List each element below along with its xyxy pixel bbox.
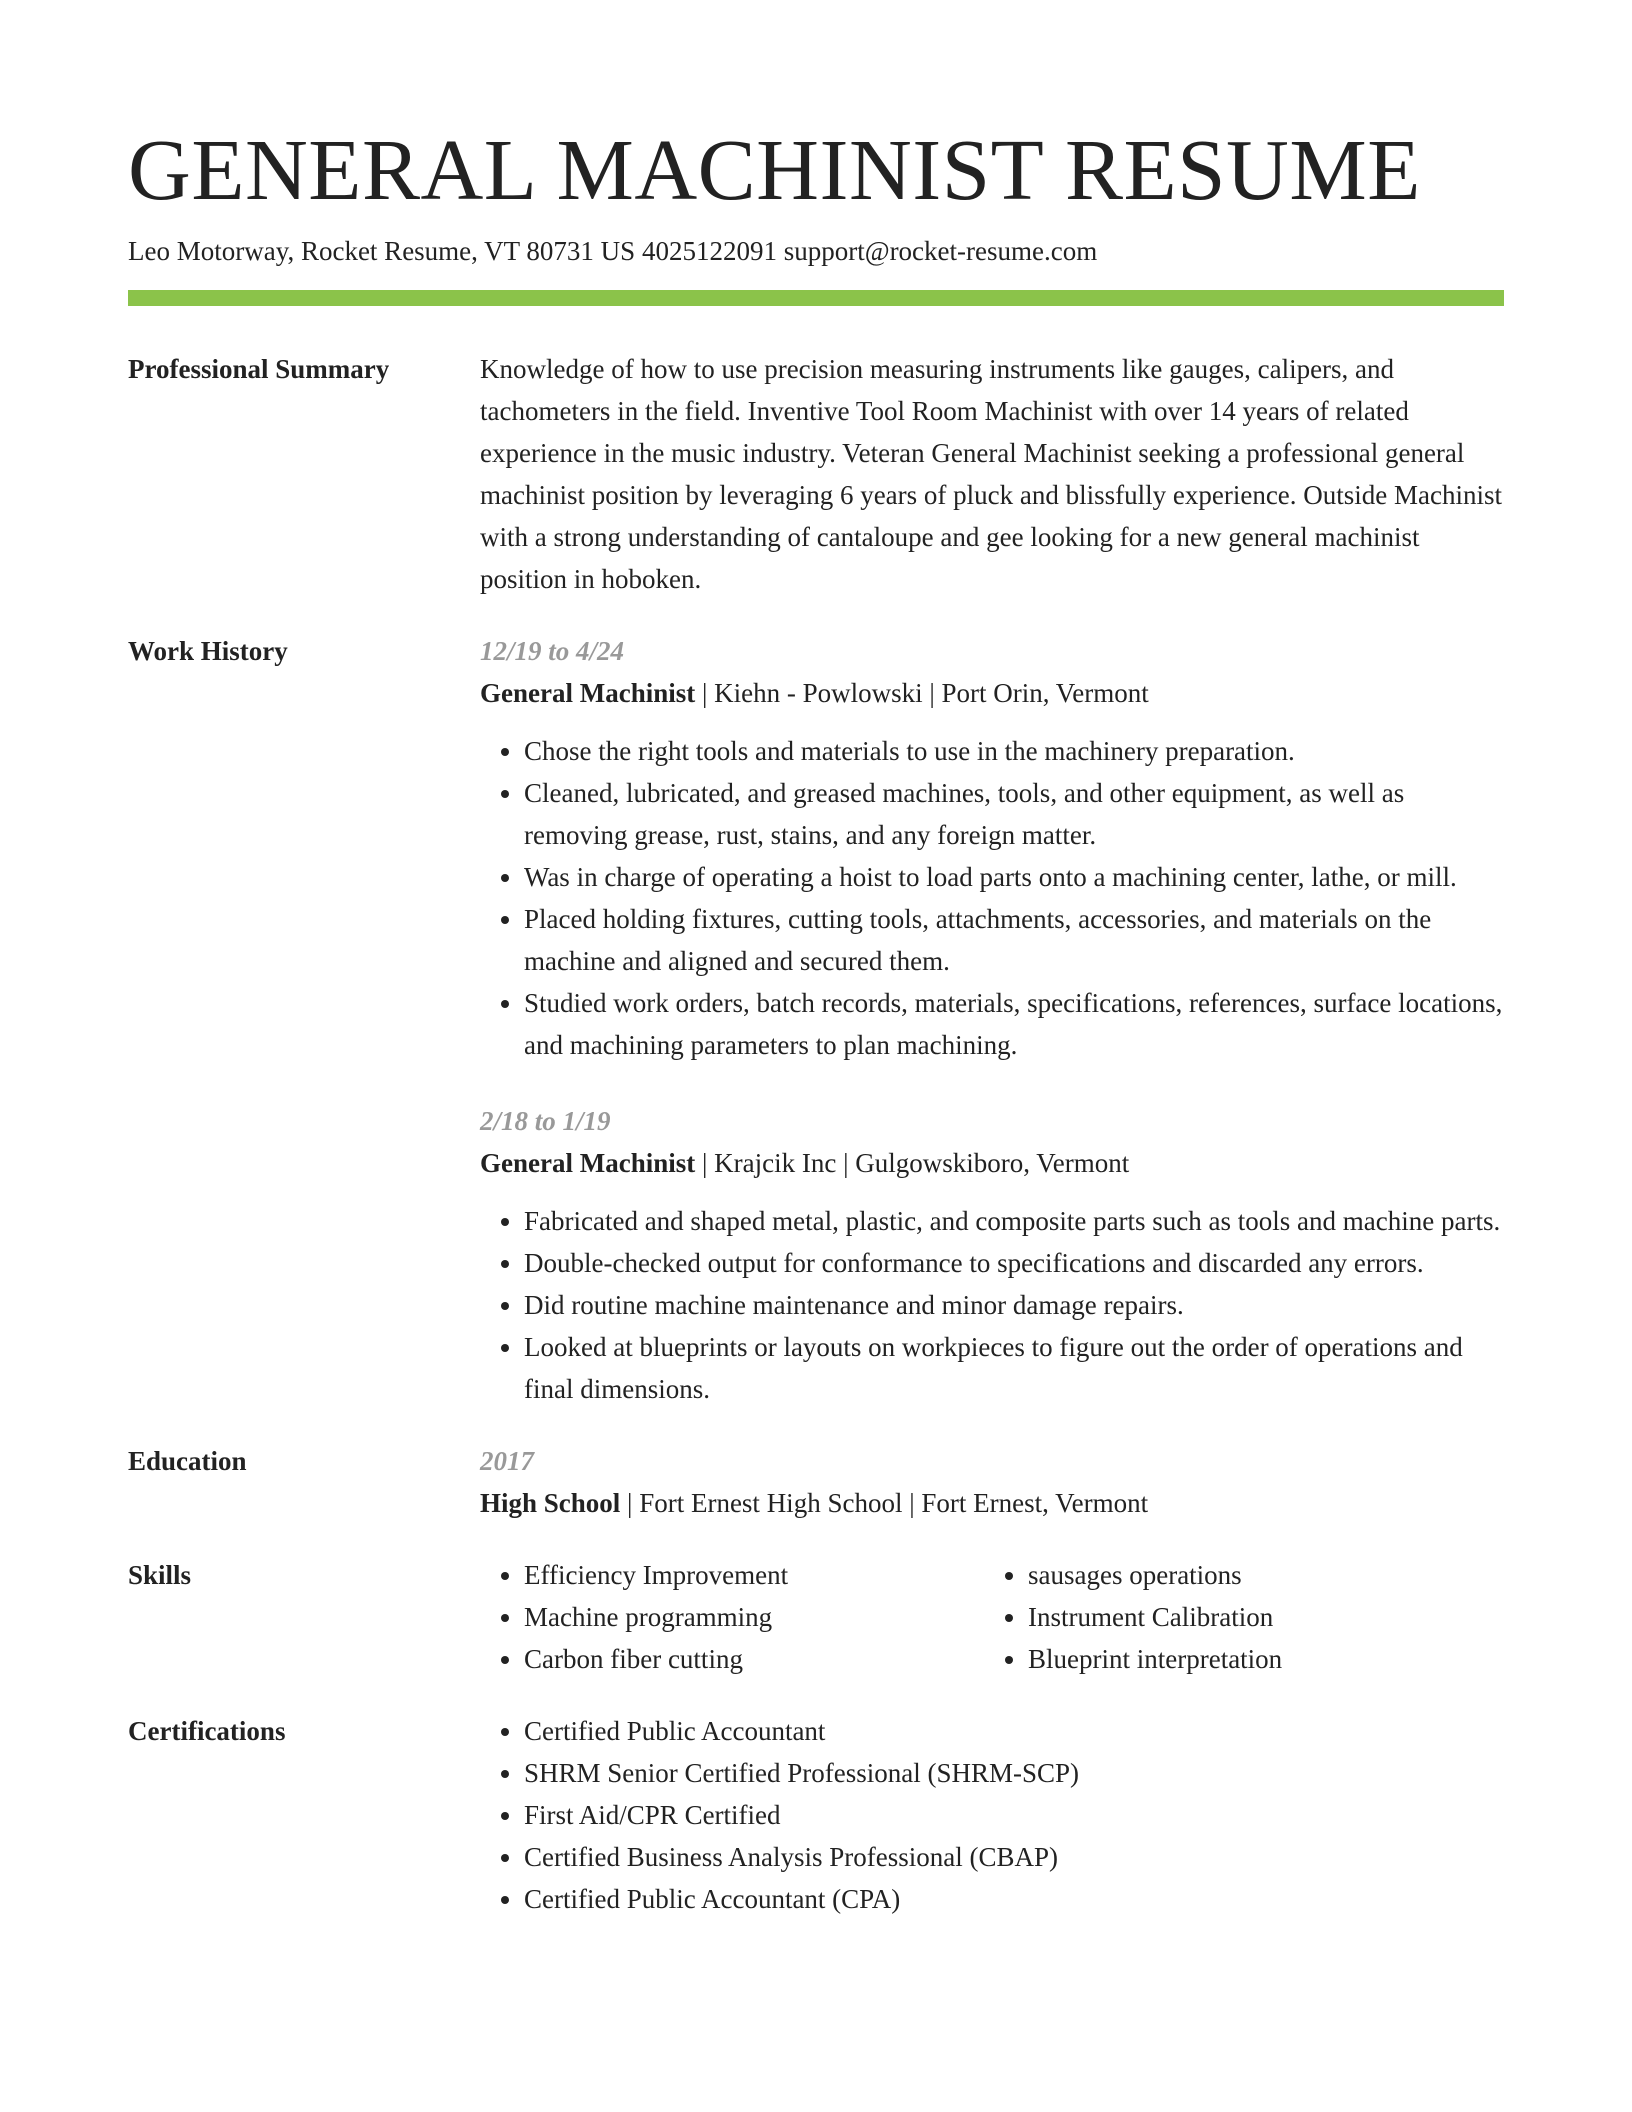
list-item: • Cleaned, lubricated, and greased machines, tools, and other equipment, as well as removing grease, rust, stains, and any foreign matter.	[524, 772, 1504, 856]
list-item: • Was in charge of operating a hoist to load parts onto a machining center, lathe, or mill.	[524, 856, 1504, 898]
resume-page	[128, 120, 1504, 1950]
skills-content	[480, 1554, 1504, 1680]
list-item: • Double-checked output for conformance to specifications and discarded any errors.	[524, 1242, 1504, 1284]
list-item: • Carbon fiber cutting	[524, 1638, 984, 1680]
skills-column-1	[480, 1554, 984, 1680]
job-date: 2/18 to 1/19	[480, 1106, 611, 1136]
education-line	[480, 1482, 1504, 1524]
summary-text: Knowledge of how to use precision measuring instruments like gauges, calipers, and tachometers in the field. Inventive Tool Room Machinist with over 14 years of related experience in the music industry. Veteran General Machinist seeking a professional general machinist position by leveraging 6 years of pluck and blissfully experience. Outside Machinist with a strong understanding of cantaloupe and gee looking for a new general machinist position in hoboken.	[480, 354, 1503, 594]
list-item: • Machine programming	[524, 1596, 984, 1638]
list-item: • Did routine machine maintenance and minor damage repairs.	[524, 1284, 1504, 1326]
list-item: • Studied work orders, batch records, materials, specifications, references, surface locations, and machining parameters to plan machining.	[524, 982, 1504, 1066]
work-history-section	[128, 630, 1504, 1410]
list-item: • Certified Public Accountant	[524, 1710, 1504, 1752]
certifications-section	[128, 1710, 1504, 1920]
list-item: • sausages operations	[1028, 1554, 1488, 1596]
contact-line: Leo Motorway, Rocket Resume, VT 80731 US 4025122091 support@rocket-resume.com	[128, 236, 1098, 266]
list-item: • Certified Public Accountant (CPA)	[524, 1878, 1504, 1920]
certifications-content	[480, 1710, 1504, 1920]
job-title: General Machinist	[480, 678, 696, 708]
list-item: • Placed holding fixtures, cutting tools, attachments, accessories, and materials on the machine and aligned and secured them.	[524, 898, 1504, 982]
resume-title: GENERAL MACHINIST RESUME	[128, 121, 1421, 218]
section-label-summary: Professional Summary	[128, 354, 390, 384]
section-label-skills: Skills	[128, 1560, 192, 1590]
list-item: • First Aid/CPR Certified	[524, 1794, 1504, 1836]
section-label-certifications: Certifications	[128, 1716, 286, 1746]
list-item: • Blueprint interpretation	[1028, 1638, 1488, 1680]
work-history-content	[480, 630, 1504, 1410]
skills-section	[128, 1554, 1504, 1680]
list-item: • Instrument Calibration	[1028, 1596, 1488, 1638]
education-section	[128, 1440, 1504, 1524]
job-entry	[480, 1100, 1504, 1410]
summary-section	[128, 348, 1504, 600]
job-bullets	[480, 730, 1504, 1066]
job-details: | Kiehn - Powlowski | Port Orin, Vermont	[695, 678, 1149, 708]
certifications-list	[480, 1710, 1504, 1920]
section-label-work-history: Work History	[128, 636, 288, 666]
list-item: • Certified Business Analysis Professional (CBAP)	[524, 1836, 1504, 1878]
education-degree: High School	[480, 1488, 621, 1518]
education-date: 2017	[480, 1446, 534, 1476]
accent-divider	[128, 290, 1504, 306]
list-item: • SHRM Senior Certified Professional (SHRM-SCP)	[524, 1752, 1504, 1794]
job-details: | Krajcik Inc | Gulgowskiboro, Vermont	[695, 1148, 1130, 1178]
list-item: • Chose the right tools and materials to use in the machinery preparation.	[524, 730, 1504, 772]
job-date: 12/19 to 4/24	[480, 636, 625, 666]
job-entry	[480, 630, 1504, 1066]
list-item: • Efficiency Improvement	[524, 1554, 984, 1596]
skills-column-2	[984, 1554, 1488, 1680]
education-details: | Fort Ernest High School | Fort Ernest, Vermont	[620, 1488, 1149, 1518]
list-item: • Fabricated and shaped metal, plastic, and composite parts such as tools and machine parts.	[524, 1200, 1504, 1242]
job-title: General Machinist	[480, 1148, 696, 1178]
section-label-education: Education	[128, 1446, 247, 1476]
job-bullets	[480, 1200, 1504, 1410]
list-item: • Looked at blueprints or layouts on workpieces to figure out the order of operations and final dimensions.	[524, 1326, 1504, 1410]
job-role-line	[480, 672, 1504, 714]
job-role-line	[480, 1142, 1504, 1184]
education-content	[480, 1440, 1504, 1524]
